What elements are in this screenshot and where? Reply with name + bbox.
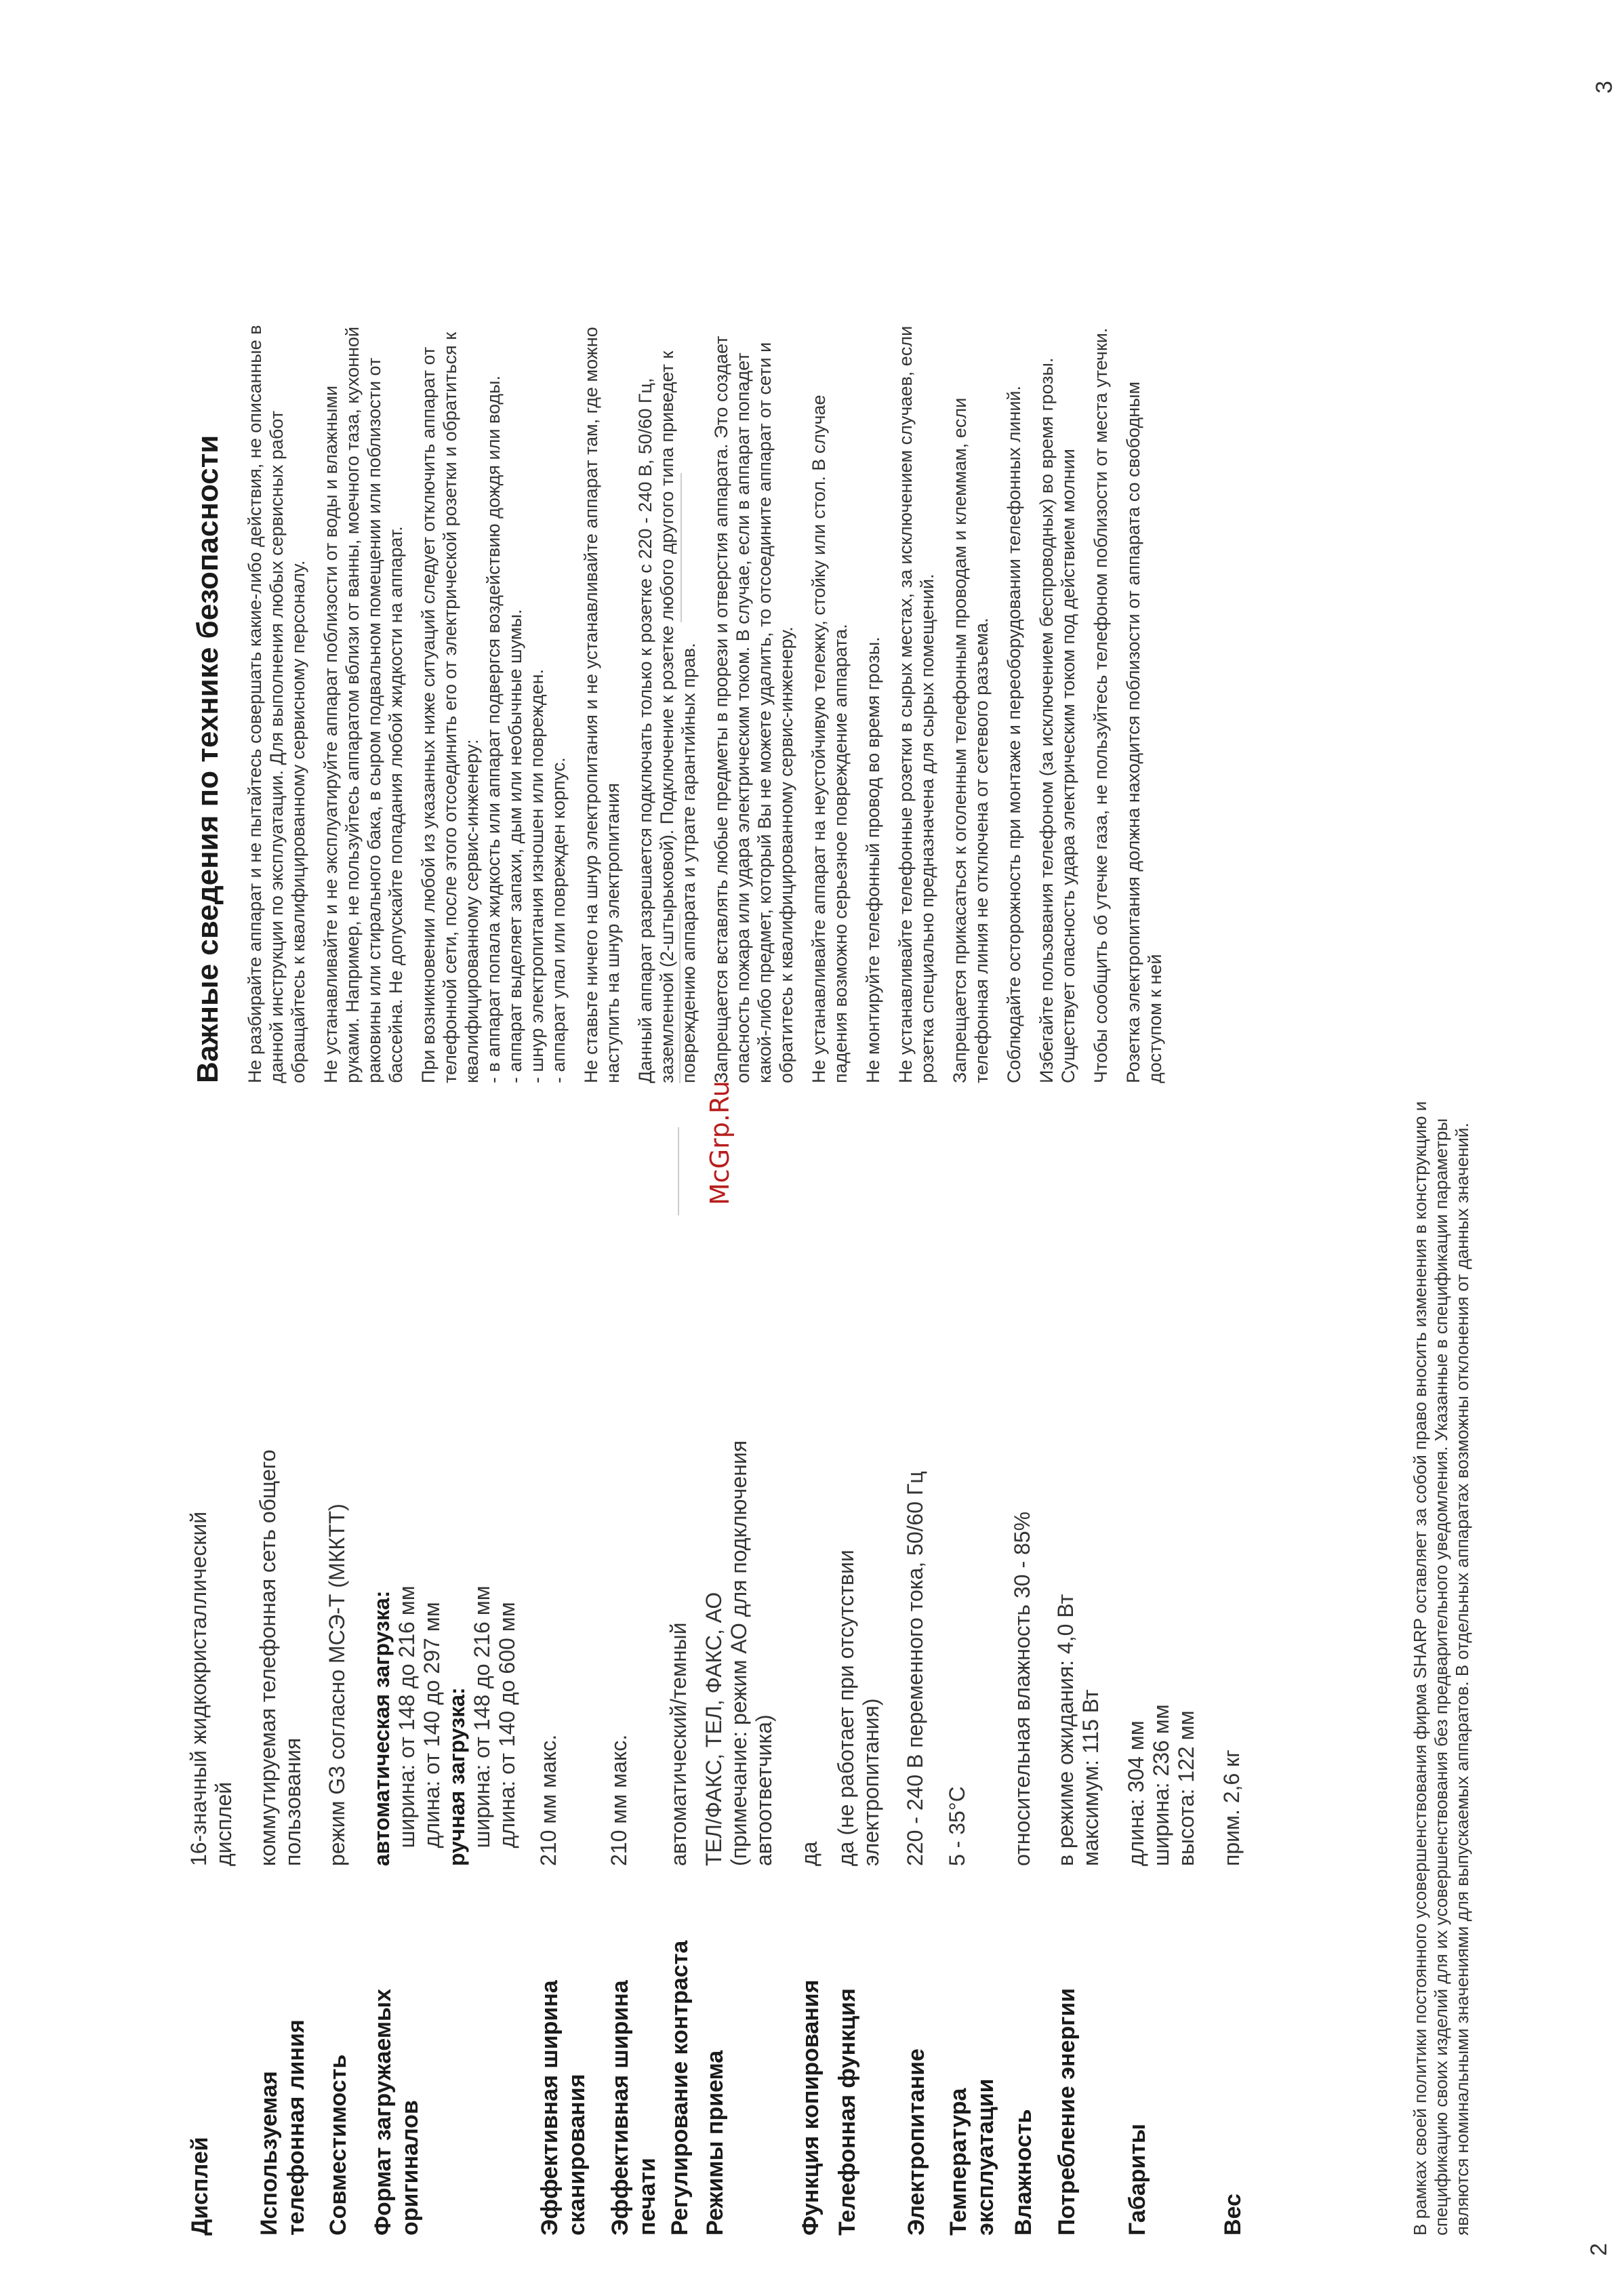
- spec-label: Дисплей: [187, 2137, 213, 2236]
- spec-value-line: режим G3 согласно МСЭ-Т (МККТТ): [325, 1503, 349, 1866]
- spec-value-line: автоответчика): [752, 1714, 776, 1866]
- safety-paragraph: [862, 26, 884, 1083]
- safety-line: розетка специально предназначена для сырых помещений.: [917, 573, 937, 1083]
- spec-value-line: длина: от 140 до 297 мм: [420, 1602, 444, 1866]
- spec-value-line: ширина: 236 мм: [1149, 1704, 1173, 1866]
- spec-row: [945, 1124, 999, 2236]
- safety-line: доступом к ней: [1145, 954, 1165, 1083]
- safety-line: повреждению аппарата и утрате гарантийных прав.: [678, 643, 699, 1083]
- spec-value-line: высота: 122 мм: [1174, 1710, 1198, 1866]
- spec-value: [369, 1585, 520, 1866]
- safety-line: обращайтесь к квалифицированному сервисному персоналу.: [288, 560, 308, 1083]
- spec-row: [256, 1124, 310, 2236]
- spec-label: Вес: [1220, 2194, 1246, 2236]
- spec-row: [369, 1124, 520, 2236]
- safety-title: Важные сведения по технике безопасности: [191, 435, 224, 1083]
- safety-paragraph: [808, 26, 851, 1083]
- spec-value-line: в режиме ожидания: 4,0 Вт: [1053, 1594, 1078, 1866]
- spec-value-line: коммутируемая телефонная сеть общего: [256, 1449, 280, 1866]
- safety-line: наступить на шнур электропитания: [603, 783, 623, 1083]
- safety-line: Чтобы сообщить об утечке газа, не пользуйтесь телефоном поблизости от места утечки.: [1091, 327, 1111, 1083]
- safety-line: обратитесь к квалифицированному сервис-инженеру.: [776, 626, 796, 1083]
- spec-label: Режимы приема: [702, 2050, 728, 2236]
- spec-label: Влажность: [1011, 2109, 1036, 2236]
- safety-line: Соблюдайте осторожность при монтаже и переоборудовании телефонных линий.: [1004, 385, 1024, 1083]
- safety-line: Запрещается прикасаться к оголенным телефонным проводам и клеммам, если: [950, 397, 970, 1083]
- safety-line: падения возможно серьезное повреждение аппарата.: [830, 624, 851, 1083]
- spec-label: Регулирование контраста: [667, 1940, 693, 2236]
- safety-line: телефонной сети, после этого отсоединить его от электрической розетки и обратиться к: [440, 331, 460, 1083]
- spec-label: Температура эксплуатации: [946, 2078, 998, 2236]
- spec-row: [666, 1124, 693, 2236]
- safety-paragraph: [1003, 26, 1025, 1083]
- spec-label: Телефонная функция: [834, 1988, 860, 2236]
- spec-label: Функция копирования: [798, 1979, 824, 2236]
- spec-value-line: максимум: 115 Вт: [1078, 1689, 1103, 1866]
- spec-row: [1219, 1124, 1246, 2236]
- spec-value-line: прим. 2,6 кг: [1219, 1750, 1244, 1866]
- spec-row: [702, 1124, 777, 2236]
- safety-paragraph: [1090, 26, 1112, 1083]
- spec-label: Электропитание: [904, 2048, 929, 2236]
- watermark-logo: McGrp.Ru: [705, 1080, 735, 1205]
- safety-line: телефонная линия не отключена от сетевого разъема.: [971, 618, 992, 1083]
- safety-line: Розетка электропитания должна находится поблизости от аппарата со свободным: [1123, 381, 1143, 1083]
- safety-line: заземленной (2-штырьковой). Подключение к розетке любого другого типа приведет к: [657, 350, 677, 1083]
- spec-label: Совместимость: [325, 2054, 351, 2236]
- spec-value: [325, 1503, 350, 1866]
- spec-value-line: ширина: от 148 до 216 мм: [470, 1585, 494, 1866]
- spec-value: [536, 1735, 561, 1866]
- spec-value-line: длина: от 140 до 600 мм: [495, 1602, 519, 1866]
- spec-value-line: (примечание: режим АО для подключения: [727, 1440, 751, 1866]
- safety-line: Запрещается вставлять любые предметы в прорези и отверстия аппарата. Это создает: [711, 336, 731, 1083]
- safety-paragraph: [320, 26, 407, 1083]
- spec-row: [536, 1124, 590, 2236]
- spec-row: [607, 1124, 661, 2236]
- spec-row: [1124, 1124, 1199, 2236]
- safety-line: - в аппарат попала жидкость или аппарат подвергся воздействию дождя или воды.: [483, 375, 504, 1083]
- safety-line: руками. Например, не пользуйтесь аппаратом вблизи от ванны, моечного таза, кухонной: [342, 326, 363, 1083]
- spec-value: [1219, 1750, 1244, 1866]
- safety-paragraph: [634, 26, 699, 1083]
- spec-row: [1053, 1124, 1103, 2236]
- safety-paragraph: [418, 26, 569, 1083]
- spec-value-line: 5 - 35°C: [945, 1786, 969, 1866]
- page-number-right: 3: [1591, 81, 1617, 94]
- spec-row: [834, 1124, 884, 2236]
- spec-value: [1124, 1704, 1199, 1866]
- spec-row: [186, 1124, 237, 2236]
- spec-value-line: пользования: [281, 1737, 305, 1866]
- spec-row: [903, 1124, 930, 2236]
- safety-paragraphs: [244, 26, 1166, 1083]
- spec-value-line: ручная загрузка:: [445, 1687, 469, 1866]
- spec-value: [1010, 1512, 1035, 1866]
- spec-value: [607, 1735, 632, 1866]
- safety-paragraph: [710, 26, 797, 1083]
- spec-label: Эффективная ширина сканирования: [537, 1980, 590, 2236]
- spec-value-line: электропитания): [859, 1698, 883, 1866]
- spec-value: [256, 1449, 306, 1866]
- spec-value-line: ширина: от 148 до 216 мм: [394, 1585, 419, 1866]
- safety-line: какой-либо предмет, который Вы не можете удалить, то отсоедините аппарат от сети и: [754, 342, 775, 1083]
- safety-line: Не устанавливайте телефонные розетки в сырых местах, за исключением случаев, если: [895, 325, 916, 1083]
- spec-value: [186, 1512, 237, 1866]
- safety-section: [190, 26, 1177, 1083]
- spec-value: [834, 1550, 884, 1866]
- page-number-left: 2: [1586, 2243, 1612, 2256]
- spec-label: Используемая телефонная линия: [256, 2019, 309, 2236]
- spec-value-line: да: [797, 1841, 821, 1866]
- safety-line: При возникновении любой из указанных ниже ситуаций следует отключить аппарат от: [418, 346, 439, 1083]
- safety-line: Не устанавливайте и не эксплуатируйте аппарат поблизости от воды и влажными: [321, 385, 341, 1083]
- spec-value-line: 16-значный жидкокристаллический: [186, 1511, 211, 1866]
- safety-line: раковины или стирального бака, в сыром подвальном помещении или поблизости от: [364, 357, 384, 1083]
- spec-value-line: автоматическая загрузка:: [369, 1590, 394, 1866]
- spec-value-line: относительная влажность 30 - 85%: [1010, 1511, 1034, 1866]
- safety-line: Не устанавливайте аппарат на неустойчивую тележку, стойку или стол. В случае: [809, 395, 829, 1083]
- spec-row: [797, 1124, 824, 2236]
- specifications-table: [186, 1124, 1246, 2236]
- safety-line: Избегайте пользования телефоном (за исключением беспроводных) во время грозы.: [1036, 357, 1057, 1083]
- safety-paragraph: [1122, 26, 1166, 1083]
- safety-line: Не монтируйте телефонный провод во время грозы.: [863, 637, 883, 1083]
- safety-line: - аппарат упал или поврежден корпус.: [548, 757, 569, 1083]
- spec-label: Формат загружаемых оригиналов: [370, 1989, 423, 2236]
- spec-value-line: длина: 304 мм: [1124, 1720, 1148, 1866]
- specifications-note: В рамках своей политики постоянного усовершенствования фирма SHARP оставляет за собой право вносить изменения в конструкцию и спецификацию своих изделий для их усовершенствования без предварительного уведомления. Указанные в спецификации параметры являются номинальными значениями для выпускаемых аппаратов. В отдельных аппаратах возможны отклонения от данных значений.: [1410, 1101, 1472, 2236]
- divider: [678, 1127, 679, 1215]
- safety-line: квалифицированному сервис-инженеру:: [462, 739, 482, 1083]
- spec-value: [797, 1842, 822, 1866]
- spec-row: [325, 1124, 352, 2236]
- safety-line: - шнур электропитания изношен или поврежден.: [527, 669, 547, 1083]
- spec-label: Эффективная ширина печати: [607, 1980, 660, 2236]
- spec-value-line: ТЕЛ/ФАКС, ТЕЛ, ФАКС, АО: [702, 1592, 726, 1866]
- safety-paragraph: [1036, 26, 1079, 1083]
- safety-line: данной инструкции по эксплуатации. Для выполнения любых сервисных работ: [266, 410, 287, 1083]
- safety-line: Не разбирайте аппарат и не пытайтесь совершать какие-либо действия, не описанные в: [245, 325, 265, 1083]
- safety-line: - аппарат выделяет запахи, дым или необычные шумы.: [505, 609, 525, 1083]
- spec-value: [666, 1622, 691, 1866]
- spec-value: [702, 1440, 777, 1866]
- spec-value-line: 220 - 240 В переменного тока, 50/60 Гц: [903, 1471, 927, 1866]
- spec-value-line: 210 мм макс.: [536, 1734, 561, 1866]
- safety-line: опасность пожара или удара электрическим током. В случае, если в аппарат попадет: [733, 352, 753, 1083]
- safety-line: Данный аппарат разрешается подключать только к розетке с 220 - 240 В, 50/60 Гц,: [635, 378, 655, 1083]
- spec-value: [1053, 1594, 1103, 1866]
- spec-label: Потребление энергии: [1054, 1987, 1080, 2236]
- spec-row: [1010, 1124, 1037, 2236]
- spec-value-line: дисплей: [211, 1781, 236, 1866]
- safety-paragraph: [949, 26, 992, 1083]
- spec-value: [903, 1471, 928, 1866]
- spec-value-line: 210 мм макс.: [607, 1734, 631, 1866]
- spec-label: Габариты: [1124, 2123, 1150, 2236]
- safety-paragraph: [244, 26, 309, 1083]
- spec-value: [945, 1786, 970, 1866]
- safety-line: бассейна. Не допускайте попадания любой жидкости на аппарат.: [386, 526, 406, 1083]
- spec-value-line: автоматический/темный: [666, 1622, 691, 1866]
- safety-line: Не ставьте ничего на шнур электропитания и не устанавливайте аппарат там, где можно: [581, 327, 601, 1083]
- safety-line: Существует опасность удара электрическим током под действием молнии: [1058, 449, 1078, 1083]
- spec-value-line: да (не работает при отсутствии: [834, 1550, 858, 1866]
- safety-paragraph: [895, 26, 938, 1083]
- safety-paragraph: [580, 26, 624, 1083]
